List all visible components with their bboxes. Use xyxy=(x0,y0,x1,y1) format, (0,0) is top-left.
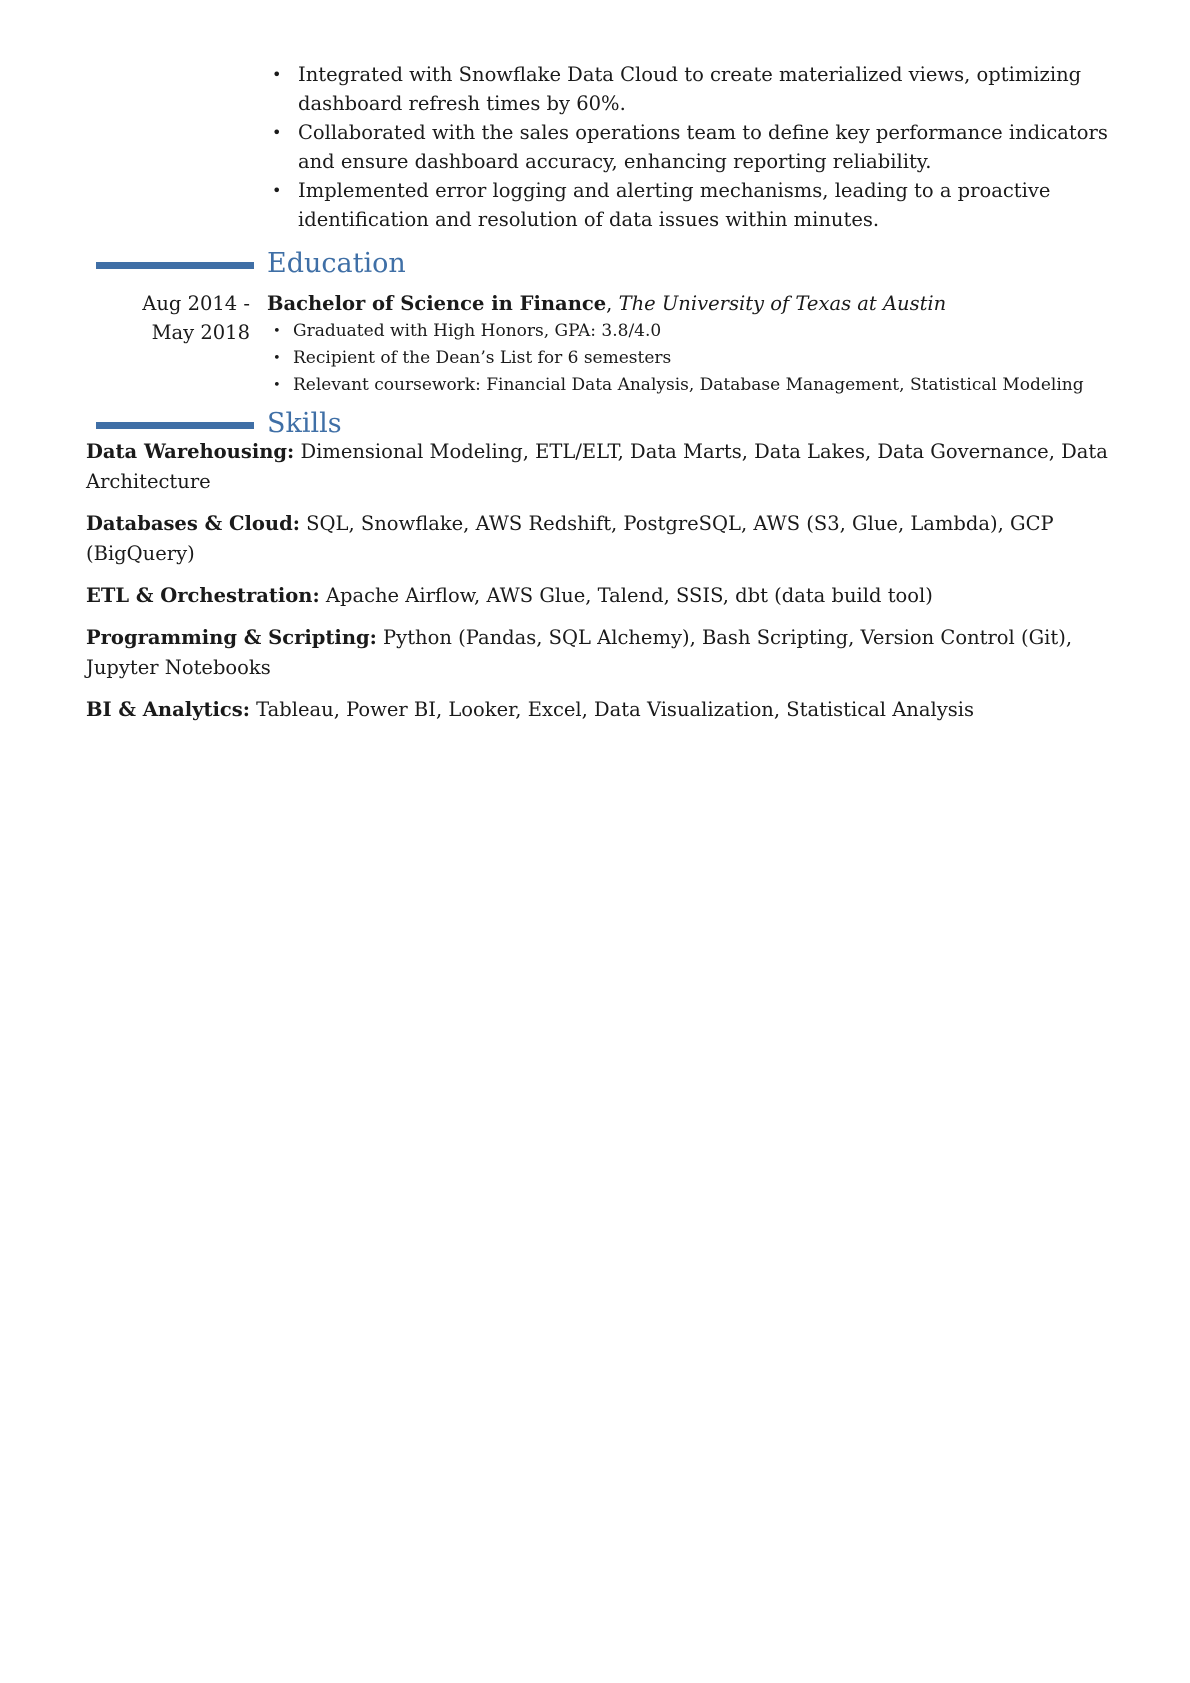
education-bullet-text: Graduated with High Honors, GPA: 3.8/4.0 xyxy=(293,321,662,341)
skill-value: Python (Pandas, SQL Alchemy), Bash Scripting, Version Control (Git), Jupyter Notebooks xyxy=(86,626,1073,679)
education-title: Education xyxy=(267,248,406,279)
skill-label: Databases & Cloud: xyxy=(86,512,300,535)
bullet-icon: • xyxy=(273,378,281,393)
education-bullet xyxy=(267,372,1127,399)
bullet-icon: • xyxy=(272,181,282,200)
education-bullet-list xyxy=(267,318,1127,399)
skills-title: Skills xyxy=(267,408,342,439)
skill-value: Tableau, Power BI, Looker, Excel, Data Visualization, Statistical Analysis xyxy=(249,698,974,721)
skill-row xyxy=(86,437,1116,497)
experience-bullet xyxy=(272,60,1112,118)
skill-label: Programming & Scripting: xyxy=(86,626,377,649)
bullet-icon: • xyxy=(273,351,281,366)
experience-bullet xyxy=(272,176,1112,234)
education-entry xyxy=(267,289,1127,399)
skill-label: Data Warehousing: xyxy=(86,440,295,463)
experience-bullet xyxy=(272,118,1112,176)
skill-row xyxy=(86,509,1116,569)
skill-row xyxy=(86,581,1116,611)
skill-value: Apache Airflow, AWS Glue, Talend, SSIS, dbt (data build tool) xyxy=(319,584,933,607)
education-bullet-text: Relevant coursework: Financial Data Analysis, Database Management, Statistical Modeling xyxy=(293,375,1084,395)
education-bullet-text: Recipient of the Dean’s List for 6 semesters xyxy=(293,348,672,368)
experience-bullet-text: Collaborated with the sales operations team to define key performance indicators and ensure dashboard accuracy, enhancing reporting reliability. xyxy=(298,121,1108,173)
education-date-end: May 2018 xyxy=(151,321,250,344)
education-date-start: Aug 2014 - xyxy=(142,292,250,315)
education-school: The University of Texas at Austin xyxy=(618,292,947,315)
education-dates xyxy=(110,289,250,347)
experience-bullet-list xyxy=(272,60,1112,234)
skills-list xyxy=(86,437,1116,737)
education-bullet xyxy=(267,345,1127,372)
education-degree: Bachelor of Science in Finance xyxy=(267,292,607,315)
section-rule xyxy=(96,422,254,429)
bullet-icon: • xyxy=(273,324,281,339)
skill-value: Dimensional Modeling, ETL/ELT, Data Marts, Data Lakes, Data Governance, Data Architecture xyxy=(86,440,1108,493)
skill-row xyxy=(86,695,1116,725)
education-bullet xyxy=(267,318,1127,345)
education-section-heading xyxy=(0,244,1190,284)
section-rule xyxy=(96,262,254,269)
experience-bullet-text: Integrated with Snowflake Data Cloud to create materialized views, optimizing dashboard refresh times by 60%. xyxy=(298,63,1082,115)
skill-value: SQL, Snowflake, AWS Redshift, PostgreSQL, AWS (S3, Glue, Lambda), GCP (BigQuery) xyxy=(86,512,1054,565)
bullet-icon: • xyxy=(272,123,282,142)
bullet-icon: • xyxy=(272,65,282,84)
experience-bullet-text: Implemented error logging and alerting mechanisms, leading to a proactive identification and resolution of data issues within minutes. xyxy=(298,179,1051,231)
skill-label: ETL & Orchestration: xyxy=(86,584,320,607)
skill-label: BI & Analytics: xyxy=(86,698,250,721)
skill-row xyxy=(86,623,1116,683)
education-degree-line xyxy=(267,289,1127,318)
education-separator: , xyxy=(606,292,619,315)
